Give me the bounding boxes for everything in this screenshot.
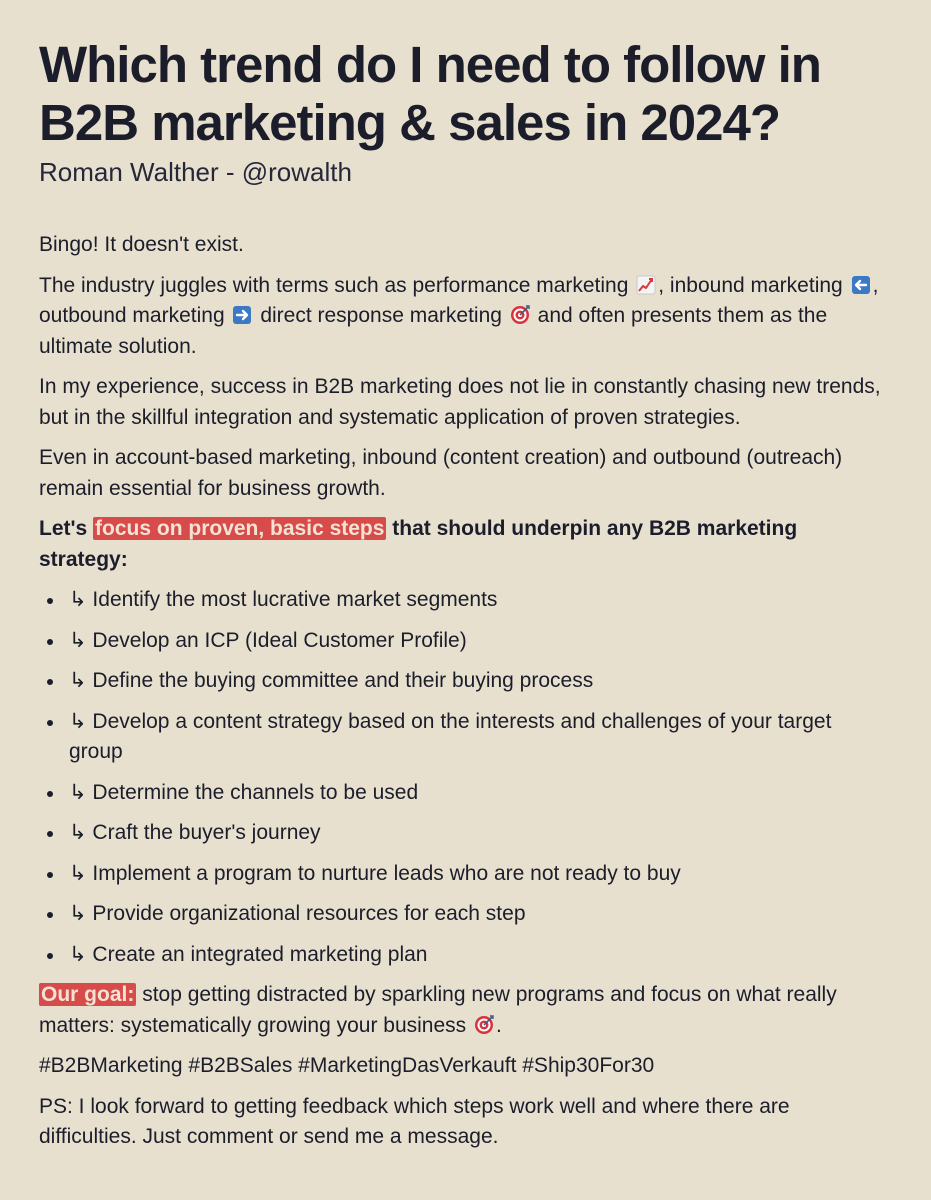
industry-text-4: outbound marketing — [39, 304, 225, 327]
industry-text-6: and often presents them as the ultimate solution. — [39, 304, 828, 358]
right-arrow-icon — [232, 305, 252, 325]
chart-increasing-icon — [636, 275, 656, 295]
lead-text-after: that should underpin any B2B marketing strategy: — [39, 517, 798, 571]
author-byline: Roman Walther - @rowalth — [39, 157, 352, 187]
list-item: ↳ Define the buying committee and their buying process — [69, 666, 887, 697]
left-arrow-icon — [851, 275, 871, 295]
goal-label: Our goal: — [41, 983, 135, 1006]
intro-paragraph: Bingo! It doesn't exist. — [39, 233, 244, 256]
goal-paragraph — [39, 980, 887, 1041]
industry-text-5: direct response marketing — [260, 304, 502, 327]
direct-hit-icon — [474, 1015, 494, 1035]
abm-paragraph: Even in account-based marketing, inbound (content creation) and outbound (outreach) remain essential for business growth. — [39, 446, 843, 500]
goal-text: stop getting distracted by sparkling new programs and focus on what really matters: systematically growing your business — [39, 983, 837, 1037]
list-item: ↳ Determine the channels to be used — [69, 778, 887, 809]
industry-paragraph — [39, 271, 887, 363]
list-item: ↳ Provide organizational resources for each step — [69, 899, 887, 930]
post-body — [39, 230, 887, 1153]
list-item: ↳ Craft the buyer's journey — [69, 818, 887, 849]
goal-end: . — [496, 1013, 502, 1037]
direct-hit-icon — [510, 305, 530, 325]
lead-paragraph — [39, 514, 887, 575]
list-item: ↳ Develop an ICP (Ideal Customer Profile) — [69, 626, 887, 657]
list-item: ↳ Develop a content strategy based on the interests and challenges of your target group — [69, 707, 887, 768]
lead-highlight: focus on proven, basic steps — [95, 517, 385, 540]
lead-text-before: Let's — [39, 517, 88, 540]
industry-text-1: The industry juggles with terms such as performance marketing — [39, 273, 629, 297]
hashtags: #B2BMarketing #B2BSales #MarketingDasVerkauft #Ship30For30 — [39, 1054, 655, 1077]
industry-text-3: , — [872, 273, 879, 297]
page-title: Which trend do I need to follow in B2B marketing & sales in 2024? — [39, 36, 821, 151]
industry-text-2: , inbound marketing — [658, 273, 843, 297]
steps-list — [39, 585, 887, 970]
experience-paragraph: In my experience, success in B2B marketing does not lie in constantly chasing new trends, but in the skillful integration and systematic application of proven strategies. — [39, 375, 881, 429]
list-item: ↳ Implement a program to nurture leads who are not ready to buy — [69, 859, 887, 890]
ps-paragraph: PS: I look forward to getting feedback which steps work well and where there are difficulties. Just comment or send me a message. — [39, 1094, 790, 1148]
list-item: ↳ Create an integrated marketing plan — [69, 940, 887, 971]
list-item: ↳ Identify the most lucrative market segments — [69, 585, 887, 616]
